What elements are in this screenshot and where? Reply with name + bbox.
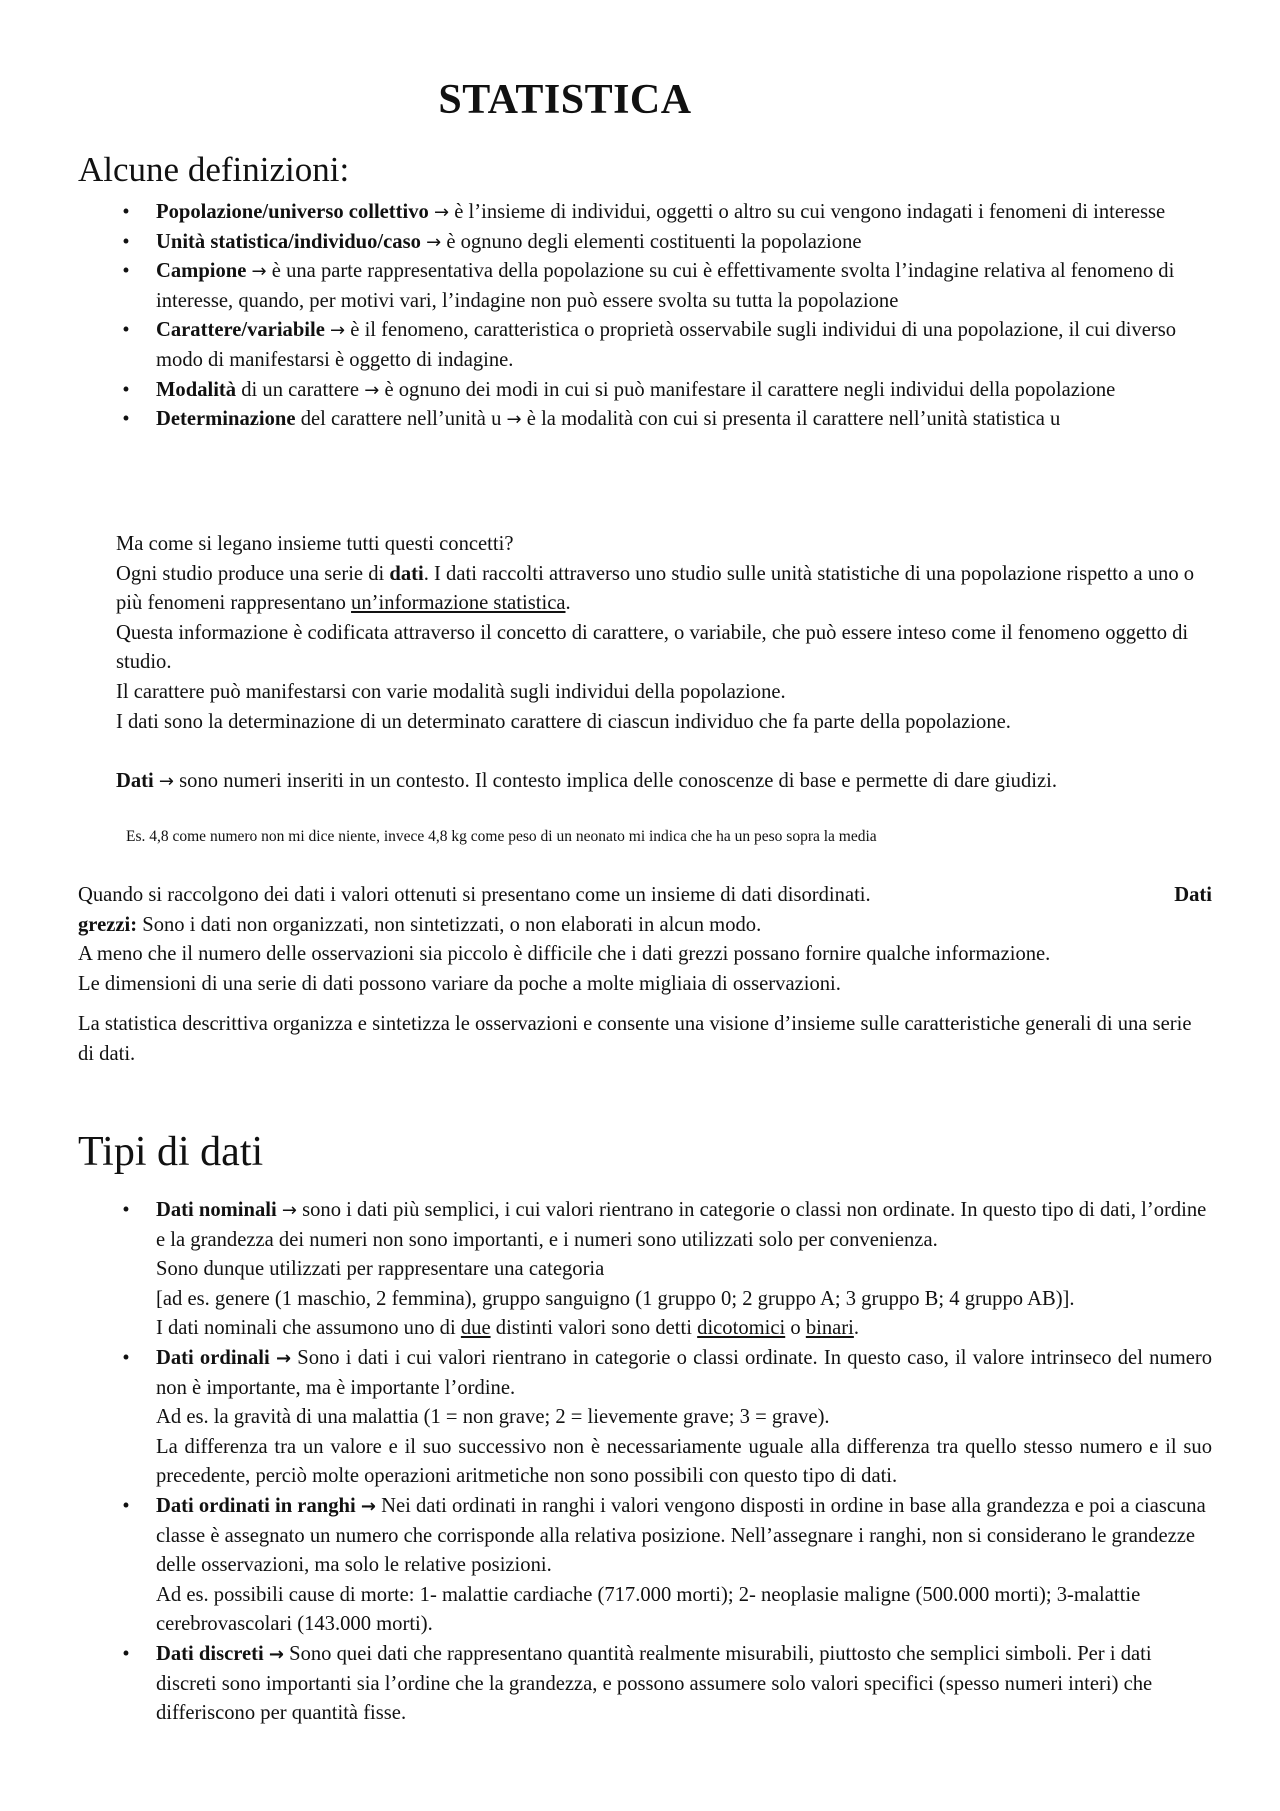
text-span: distinti valori sono detti <box>495 1317 692 1340</box>
arrow-right-icon: → <box>330 320 346 342</box>
tipo-line <box>156 1314 1212 1344</box>
tipo-item-discreti <box>116 1640 1212 1729</box>
concepts-paragraph-4: I dati sono la determinazione di un determinato carattere di ciascun individuo che fa parte della popolazione. <box>116 710 1011 733</box>
underlined-term: due <box>460 1317 491 1340</box>
concepts-section <box>116 530 1212 737</box>
definitions-heading: Alcune definizioni: <box>78 150 350 189</box>
dati-definition <box>116 767 1212 797</box>
definition-text: è ognuno degli elementi costituenti la popolazione <box>446 230 862 253</box>
text-span: . <box>853 1317 860 1340</box>
bold-term: dati <box>389 562 424 585</box>
tipo-term: Dati ordinali <box>156 1346 270 1369</box>
arrow-right-icon: → <box>281 1200 297 1221</box>
dati-term: Dati <box>116 770 154 792</box>
definition-term: Campione <box>156 260 247 283</box>
arrow-right-icon: → <box>364 379 380 401</box>
tipo-line: La differenza tra un valore e il suo successivo non è necessariamente uguale alla differenza tra quello stesso numero e il suo precedente, perciò molte operazioni aritmetiche non sono possibili con questo tipo di dati. <box>156 1435 1212 1488</box>
definition-text: è il fenomeno, caratteristica o proprietà osservabile sugli individui di una popolazione, il cui diverso modo di manifestarsi è oggetto di indagine. <box>156 319 1177 371</box>
definition-suffix: di un carattere <box>241 378 360 401</box>
bullet-icon: • <box>122 1642 130 1665</box>
definition-text: è l’insieme di individui, oggetti o altro su cui vengono indagati i fenomeni di interesse <box>454 201 1166 223</box>
arrow-right-icon: → <box>506 409 522 431</box>
tipo-term: Dati ordinati in ranghi <box>156 1494 356 1517</box>
tipo-text: Sono i dati i cui valori rientrano in categorie o classi ordinate. In questo caso, il valore intrinseco del numero non è importante, ma è importante l’ordine. <box>156 1346 1213 1399</box>
concepts-paragraph-1 <box>116 560 1212 619</box>
text-span: Ogni studio produce una serie di <box>116 562 385 585</box>
definitions-list <box>116 198 1212 435</box>
bullet-icon: • <box>122 201 130 223</box>
bullet-icon: • <box>122 230 130 253</box>
definition-term: Popolazione/universo collettivo <box>156 201 429 223</box>
concepts-paragraph-3: Il carattere può manifestarsi con varie modalità sugli individui della popolazione. <box>116 680 786 703</box>
tipi-di-dati-list <box>116 1196 1212 1729</box>
arrow-right-icon: → <box>268 1643 284 1665</box>
text-span: o <box>790 1317 801 1340</box>
bullet-icon: • <box>122 260 130 283</box>
grezzi-paragraph-1 <box>78 881 1212 911</box>
arrow-right-icon: → <box>275 1347 292 1369</box>
bullet-icon: • <box>122 1199 130 1221</box>
definition-term: Unità statistica/individuo/caso <box>156 230 421 253</box>
tipo-term: Dati discreti <box>156 1642 264 1665</box>
underlined-term: dicotomici <box>697 1317 786 1340</box>
definition-item <box>116 405 1212 435</box>
grezzi-paragraph-3: A meno che il numero delle osservazioni sia piccolo è difficile che i dati grezzi possano fornire qualche informazione. <box>78 943 1051 966</box>
tipo-text: Nei dati ordinati in ranghi i valori vengono disposti in ordine in base alla grandezza e poi a ciascuna classe è assegnato un numero che corrisponde alla relativa posizione. Nell’assegnare i ranghi, non si considerano le grandezze delle osservazioni, ma solo le relative posizioni. <box>156 1494 1206 1577</box>
arrow-right-icon: → <box>360 1495 376 1517</box>
tipo-item-nominali <box>116 1196 1212 1344</box>
arrow-right-icon: → <box>426 231 442 253</box>
text-span: . I dati raccolti attraverso uno studio sulle unità statistiche di una popolazione rispetto a uno o più fenomeni rappresentano <box>116 562 1195 615</box>
page-title: STATISTICA <box>438 77 692 123</box>
definition-item <box>116 228 1212 258</box>
dati-text: sono numeri inseriti in un contesto. Il contesto implica delle conoscenze di base e permette di dare giudizi. <box>179 770 1057 792</box>
tipo-line: [ad es. genere (1 maschio, 2 femmina), gruppo sanguigno (1 gruppo 0; 2 gruppo A; 3 gruppo B; 4 gruppo AB)]. <box>156 1287 1075 1310</box>
definition-term: Modalità <box>156 378 237 401</box>
tipo-item-ordinali <box>116 1344 1212 1492</box>
concepts-question: Ma come si legano insieme tutti questi concetti? <box>116 533 514 555</box>
grezzi-term: grezzi: <box>78 913 138 936</box>
definition-suffix: del carattere nell’unità u <box>300 408 502 431</box>
tipo-item-ranghi <box>116 1492 1212 1640</box>
grezzi-text: Sono i dati non organizzati, non sintetizzati, o non elaborati in alcun modo. <box>142 913 762 936</box>
tipo-line: Ad es. la gravità di una malattia (1 = non grave; 2 = lievemente grave; 3 = grave). <box>156 1406 830 1429</box>
tipo-text: sono i dati più semplici, i cui valori rientrano in categorie o classi non ordinate. In questo tipo di dati, l’ordine e la grandezza dei numeri non sono importanti, e i numeri sono utilizzati solo per convenienza. <box>156 1199 1207 1251</box>
underlined-term: binari <box>805 1317 854 1340</box>
text-span: . <box>565 592 571 615</box>
tipo-line: Ad es. possibili cause di morte: 1- malattie cardiache (717.000 morti); 2- neoplasie maligne (500.000 morti); 3-malattie cerebrovascolari (143.000 morti). <box>156 1583 1141 1636</box>
bullet-icon: • <box>122 1346 130 1369</box>
grezzi-line-1: Quando si raccolgono dei dati i valori ottenuti si presentano come un insieme di dati disordinati. <box>78 884 871 906</box>
definition-term: Carattere/variabile <box>156 319 325 342</box>
tipi-di-dati-heading: Tipi di dati <box>78 1129 264 1175</box>
grezzi-paragraph-2 <box>78 911 1212 941</box>
bullet-icon: • <box>122 408 130 431</box>
definition-term: Determinazione <box>156 408 296 431</box>
arrow-right-icon: → <box>158 771 174 792</box>
text-span: I dati nominali che assumono uno di <box>156 1317 456 1340</box>
tipo-line: Sono dunque utilizzati per rappresentare una categoria <box>156 1258 605 1281</box>
definition-item <box>116 198 1212 228</box>
definition-text: è la modalità con cui si presenta il carattere nell’unità statistica u <box>526 408 1061 431</box>
grezzi-paragraph-4: Le dimensioni di una serie di dati possono variare da poche a molte migliaia di osservazioni. <box>78 972 841 995</box>
dati-word: Dati <box>1174 884 1212 906</box>
statistica-descrittiva-paragraph: La statistica descrittiva organizza e sintetizza le osservazioni e consente una visione d’insieme sulle caratteristiche generali di una serie di dati. <box>78 1013 1192 1065</box>
dati-example: Es. 4,8 come numero non mi dice niente, invece 4,8 kg come peso di un neonato mi indica che ha un peso sopra la media <box>126 828 877 845</box>
underlined-term: un’informazione statistica <box>351 592 566 615</box>
concepts-paragraph-2: Questa informazione è codificata attraverso il concetto di carattere, o variabile, che può essere inteso come il fenomeno oggetto di studio. <box>116 621 1189 674</box>
definition-text: è ognuno dei modi in cui si può manifestare il carattere negli individui della popolazione <box>384 378 1116 401</box>
bullet-icon: • <box>122 378 130 401</box>
arrow-right-icon: → <box>251 261 267 283</box>
dati-grezzi-section <box>78 881 1212 999</box>
bullet-icon: • <box>122 319 130 342</box>
tipo-text: Sono quei dati che rappresentano quantità realmente misurabili, piuttosto che semplici simboli. Per i dati discreti sono importanti sia l’ordine che la grandezza, e possono assumere solo valori specifici (spesso numeri interi) che differiscono per quantità fisse. <box>156 1642 1153 1725</box>
bullet-icon: • <box>122 1494 130 1517</box>
tipo-term: Dati nominali <box>156 1199 277 1221</box>
definition-item <box>116 316 1212 375</box>
definition-item <box>116 257 1212 316</box>
definition-text: è una parte rappresentativa della popolazione su cui è effettivamente svolta l’indagine relativa al fenomeno di interesse, quando, per motivi vari, l’indagine non può essere svolta su tutta la popolazione <box>156 260 1175 312</box>
definition-item <box>116 376 1212 406</box>
arrow-right-icon: → <box>434 202 450 223</box>
